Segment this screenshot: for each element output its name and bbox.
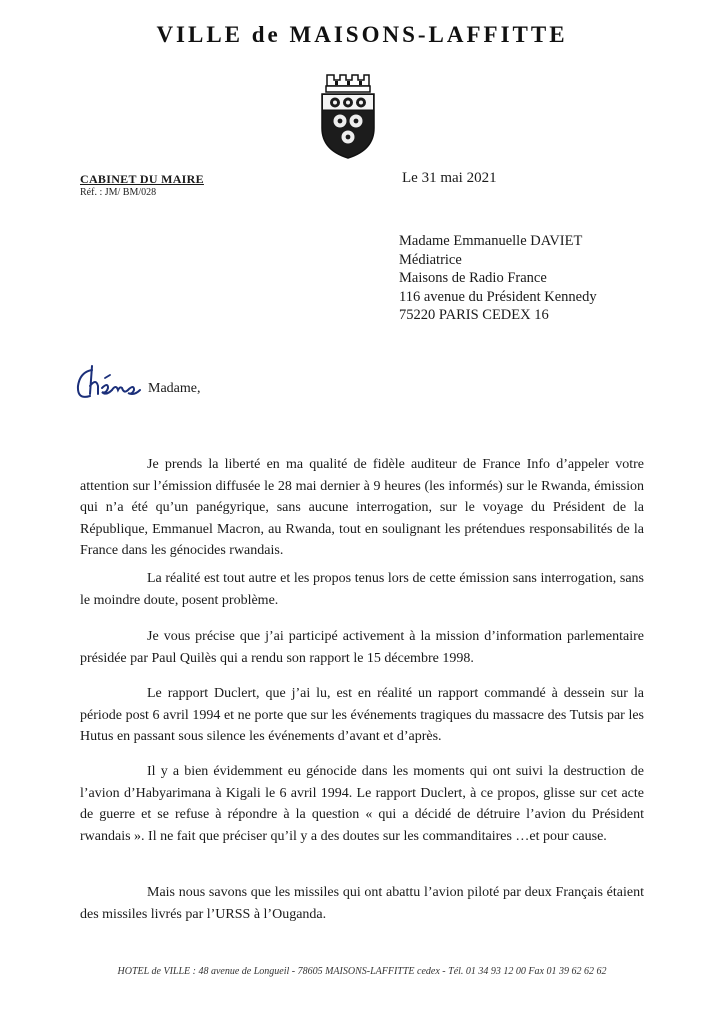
body-paragraph: Je vous précise que j’ai participé activement à la mission d’information parlementaire présidée par Paul Quilès qui a rendu son rapport le 15 décembre 1998. [80, 629, 644, 666]
letterhead-footer: HOTEL de VILLE : 48 avenue de Longueil - 78605 MAISONS-LAFFITTE cedex - Tél. 01 34 93 12 00 Fax 01 39 62 62 62 [117, 966, 607, 977]
coat-of-arms-icon [318, 72, 378, 162]
recipient-street: 116 avenue du Président Kennedy [399, 288, 597, 305]
recipient-address [399, 232, 597, 325]
body-paragraph: Il y a bien évidemment eu génocide dans les moments qui ont suivi la destruction de l’avion d’Habyarimana à Kigali le 6 avril 1994. Le rapport Duclert, à ce propos, glisse sur cet acte de guerre et se refuse à répondre à la question « qui a décidé de détruire l’avion du Président rwandais ». Il ne fait que préciser qu’il y a des doutes sur les commanditaires …et pour cause. [80, 764, 644, 844]
body-paragraph: Mais nous savons que les missiles qui ont abattu l’avion piloté par deux Français étaient des missiles livrés par l’URSS à l’Ouganda. [80, 885, 644, 922]
letter-date: Le 31 mai 2021 [402, 170, 497, 186]
recipient-city: 75220 PARIS CEDEX 16 [399, 307, 549, 323]
body-paragraph: Je prends la liberté en ma qualité de fidèle auditeur de France Info d’appeler votre attention sur l’émission diffusée le 28 mai dernier à 9 heures (les informés) sur le Rwanda, émission qui n’a été qu’un panégyrique, sans aucune interrogation, sur le voyage du Président de la République, Emmanuel Macron, au Rwanda, tout en soulignant les prétendues responsabilités de la France dans les génocides rwandais. [80, 457, 644, 558]
recipient-name: Madame Emmanuelle DAVIET [399, 233, 583, 249]
recipient-title: Médiatrice [399, 251, 462, 268]
salutation: Madame, [148, 381, 201, 396]
sender-office: CABINET DU MAIRE [80, 172, 204, 186]
body-paragraph: Le rapport Duclert, que j’ai lu, est en réalité un rapport commandé à dessein sur la période post 6 avril 1994 et ne porte que sur les événements tragiques du massacre des Tutsis par les Hutus en passant sous silence les événements d’avant et d’après. [80, 686, 644, 744]
body-paragraph: La réalité est tout autre et les propos tenus lors de cette émission sans interrogation, sans le moindre doute, posent problème. [80, 571, 644, 608]
reference-number: Réf. : JM/ BM/028 [80, 187, 157, 198]
letterhead-title: VILLE de MAISONS-LAFFITTE [156, 22, 568, 47]
recipient-organization: Maisons de Radio France [399, 270, 547, 286]
handwritten-note-icon [72, 360, 144, 408]
